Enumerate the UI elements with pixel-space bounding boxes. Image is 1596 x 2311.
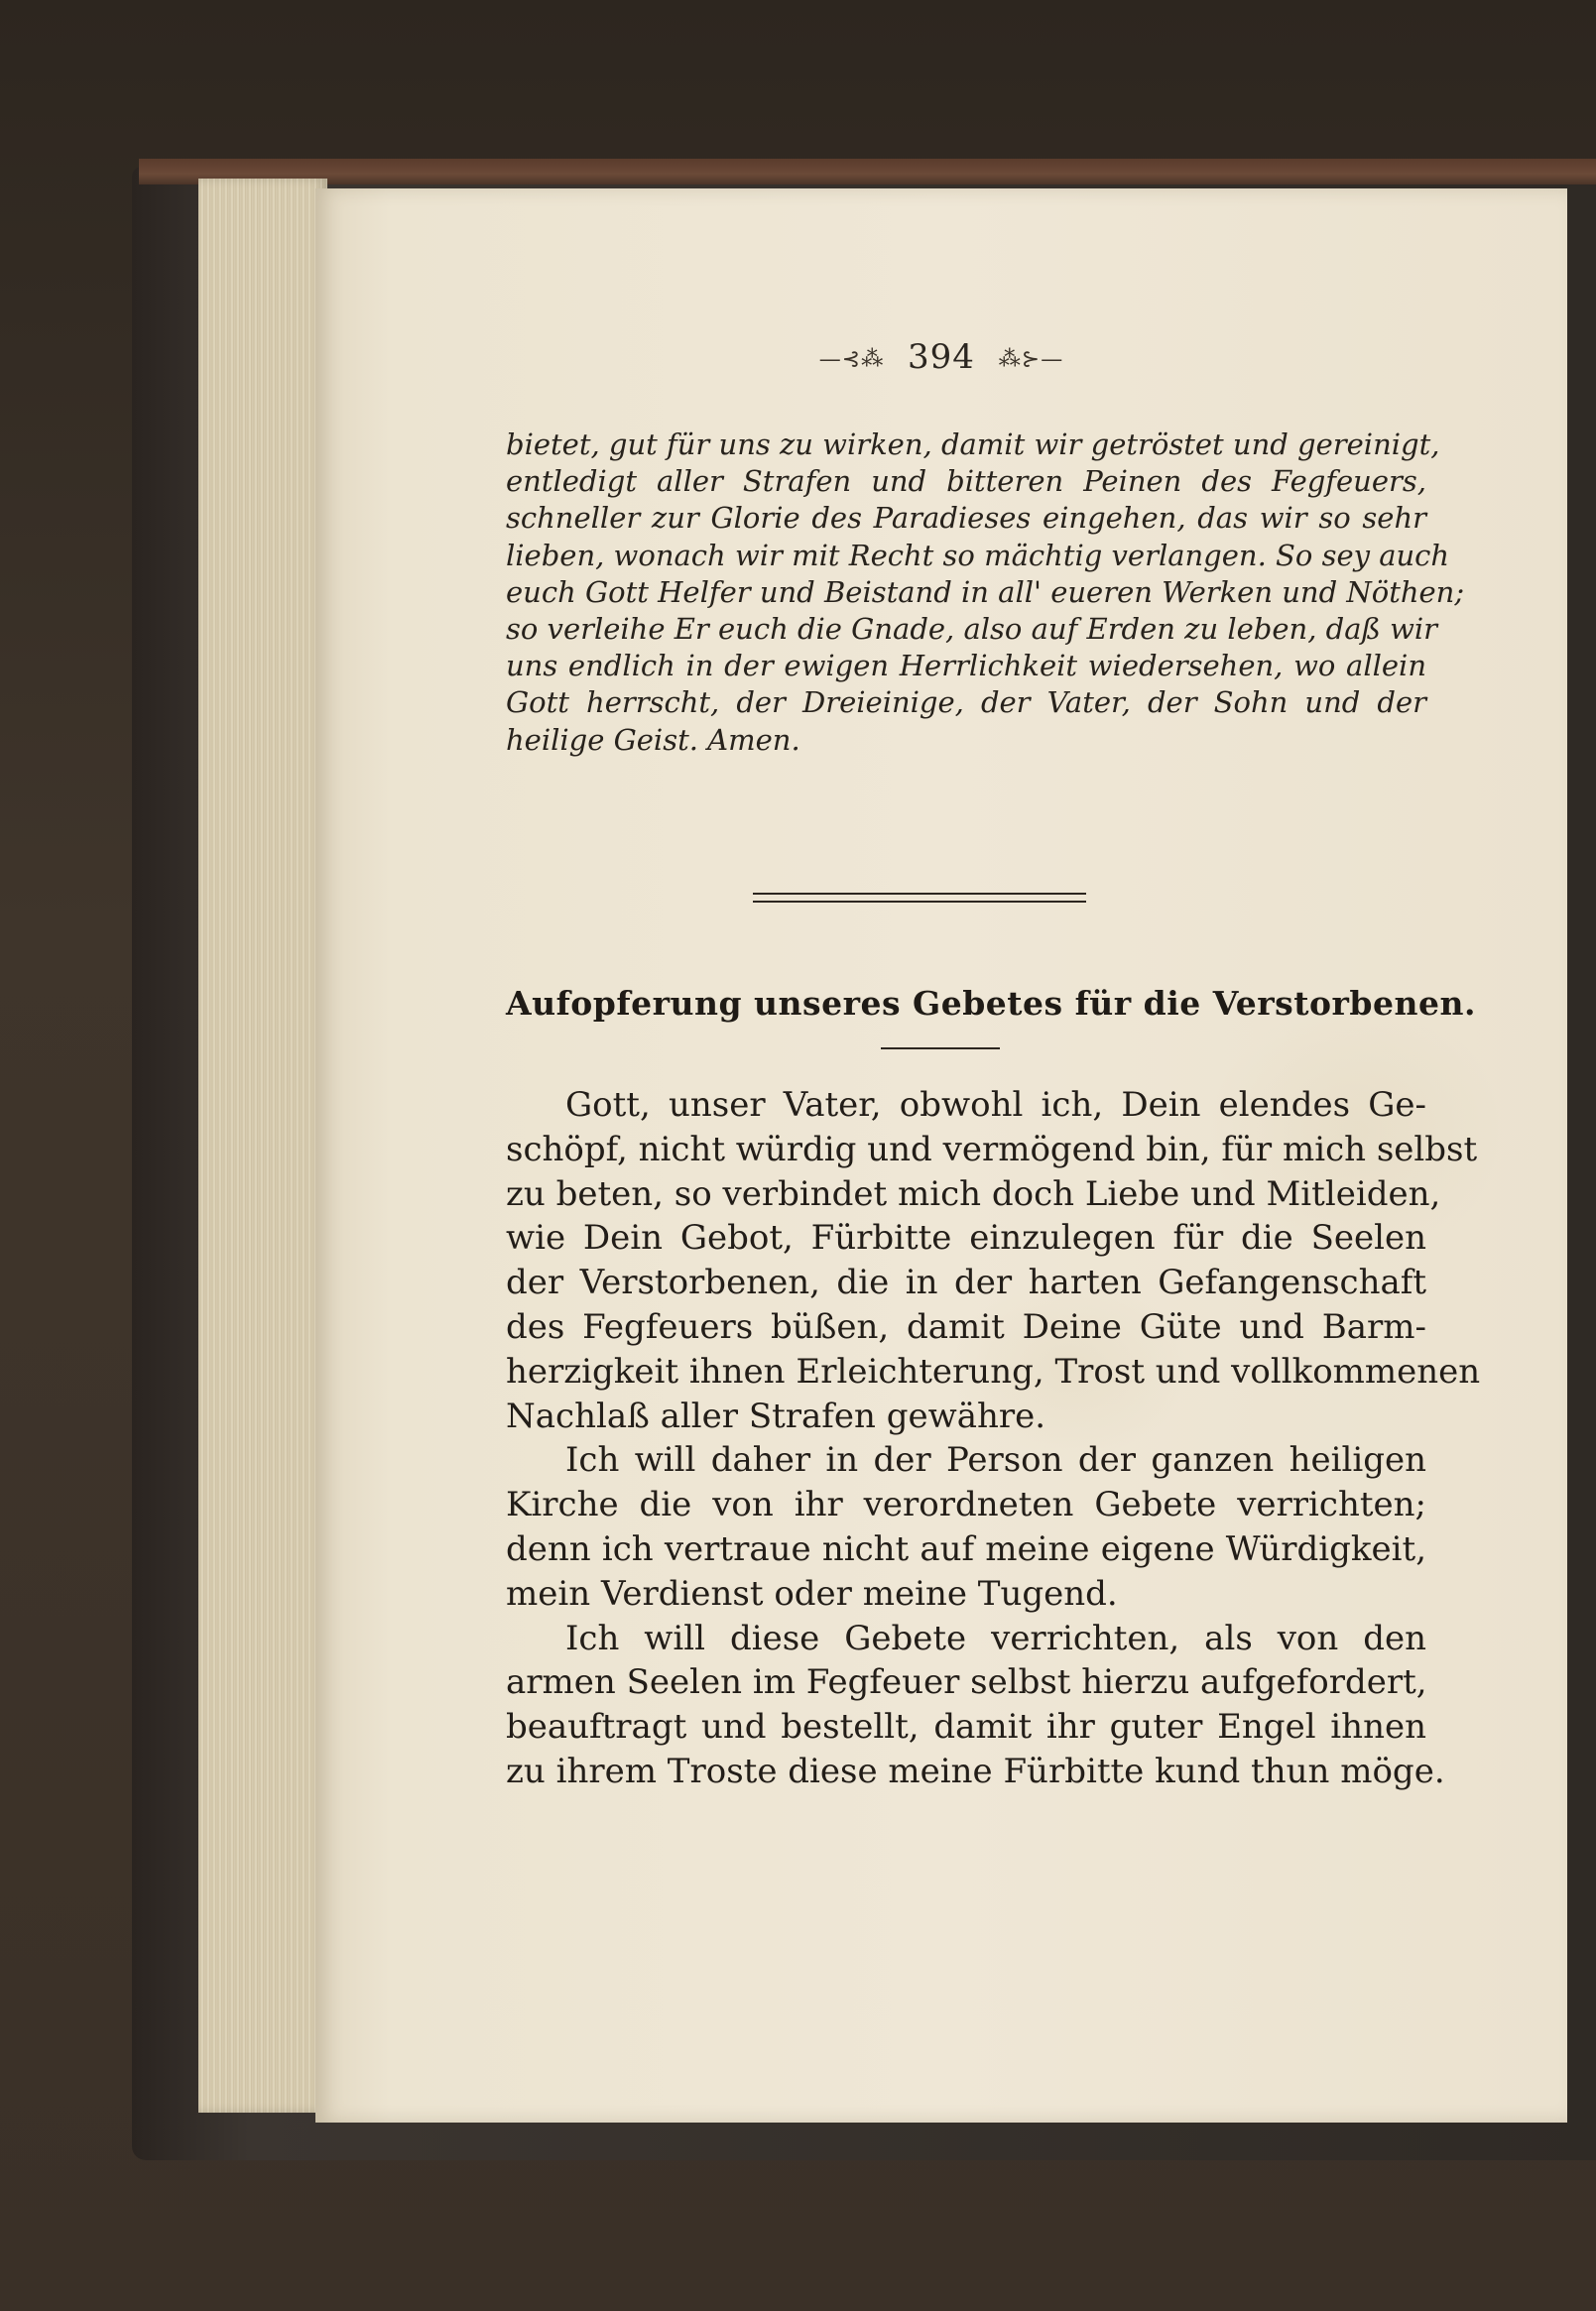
page-edges (198, 179, 327, 2113)
double-rule-divider (753, 893, 1086, 903)
text-line: herzigkeit ihnen Erleichterung, Trost und vollkommenen (506, 1351, 1481, 1392)
text-line: uns endlich in der ewigen Herrlichkeit wiedersehen, wo allein (506, 649, 1426, 683)
title-rule (881, 1047, 1000, 1049)
book-spine-top (139, 159, 1596, 184)
text-line: armen Seelen im Fegfeuer selbst hierzu aufgefordert, (506, 1662, 1427, 1703)
text-line: schöpf, nicht würdig und vermögend bin, für mich selbst (506, 1129, 1478, 1169)
book-page (315, 188, 1567, 2123)
text-line: schneller zur Glorie des Paradieses eingehen, das wir so sehr (506, 501, 1426, 536)
section-title: Aufopferung unseres Gebetes für die Verstorbenen. (506, 984, 1476, 1023)
text-line: Ich will daher in der Person der ganzen heiligen (565, 1440, 1426, 1481)
text-line: Ich will diese Gebete verrichten, als von den (565, 1618, 1426, 1658)
text-line: entledigt aller Strafen und bitteren Peinen des Fegfeuers, (506, 464, 1426, 499)
page-number: 394 (908, 337, 975, 377)
body-text (506, 1083, 1481, 1794)
header-ornament-left: —⊰⁂ (818, 346, 885, 372)
text-line: Gott herrscht, der Dreieinige, der Vater, der Sohn und der (506, 685, 1426, 720)
prayer-continuation (506, 426, 1465, 759)
text-line: zu ihrem Troste diese meine Fürbitte kund thun möge. (506, 1751, 1445, 1791)
header-ornament-right: ⁂⊱— (998, 346, 1064, 372)
page-header (315, 337, 1567, 377)
text-line: euch Gott Helfer und Beistand in all' eueren Werken und Nöthen; (506, 574, 1465, 609)
text-line: Nachlaß aller Strafen gewähre. (506, 1396, 1046, 1436)
text-line: des Fegfeuers büßen, damit Deine Güte und Barm- (506, 1306, 1426, 1347)
text-line: denn ich vertraue nicht auf meine eigene Würdigkeit, (506, 1528, 1426, 1569)
text-line: beauftragt und bestellt, damit ihr guter Engel ihnen (506, 1707, 1426, 1748)
text-line: bietet, gut für uns zu wirken, damit wir getröstet und gereinigt, (506, 427, 1440, 461)
text-line: mein Verdienst oder meine Tugend. (506, 1573, 1118, 1614)
text-line: Gott, unser Vater, obwohl ich, Dein elendes Ge- (565, 1085, 1426, 1125)
text-line: lieben, wonach wir mit Recht so mächtig verlangen. So sey auch (506, 538, 1450, 572)
text-line: Kirche die von ihr verordneten Gebete verrichten; (506, 1485, 1426, 1525)
text-line: der Verstorbenen, die in der harten Gefangenschaft (506, 1263, 1426, 1303)
text-line: zu beten, so verbindet mich doch Liebe und Mitleiden, (506, 1173, 1441, 1214)
text-line: heilige Geist. Amen. (506, 722, 800, 757)
text-line: so verleihe Er euch die Gnade, also auf Erden zu leben, daß wir (506, 612, 1438, 647)
text-line: wie Dein Gebot, Fürbitte einzulegen für die Seelen (506, 1218, 1426, 1259)
